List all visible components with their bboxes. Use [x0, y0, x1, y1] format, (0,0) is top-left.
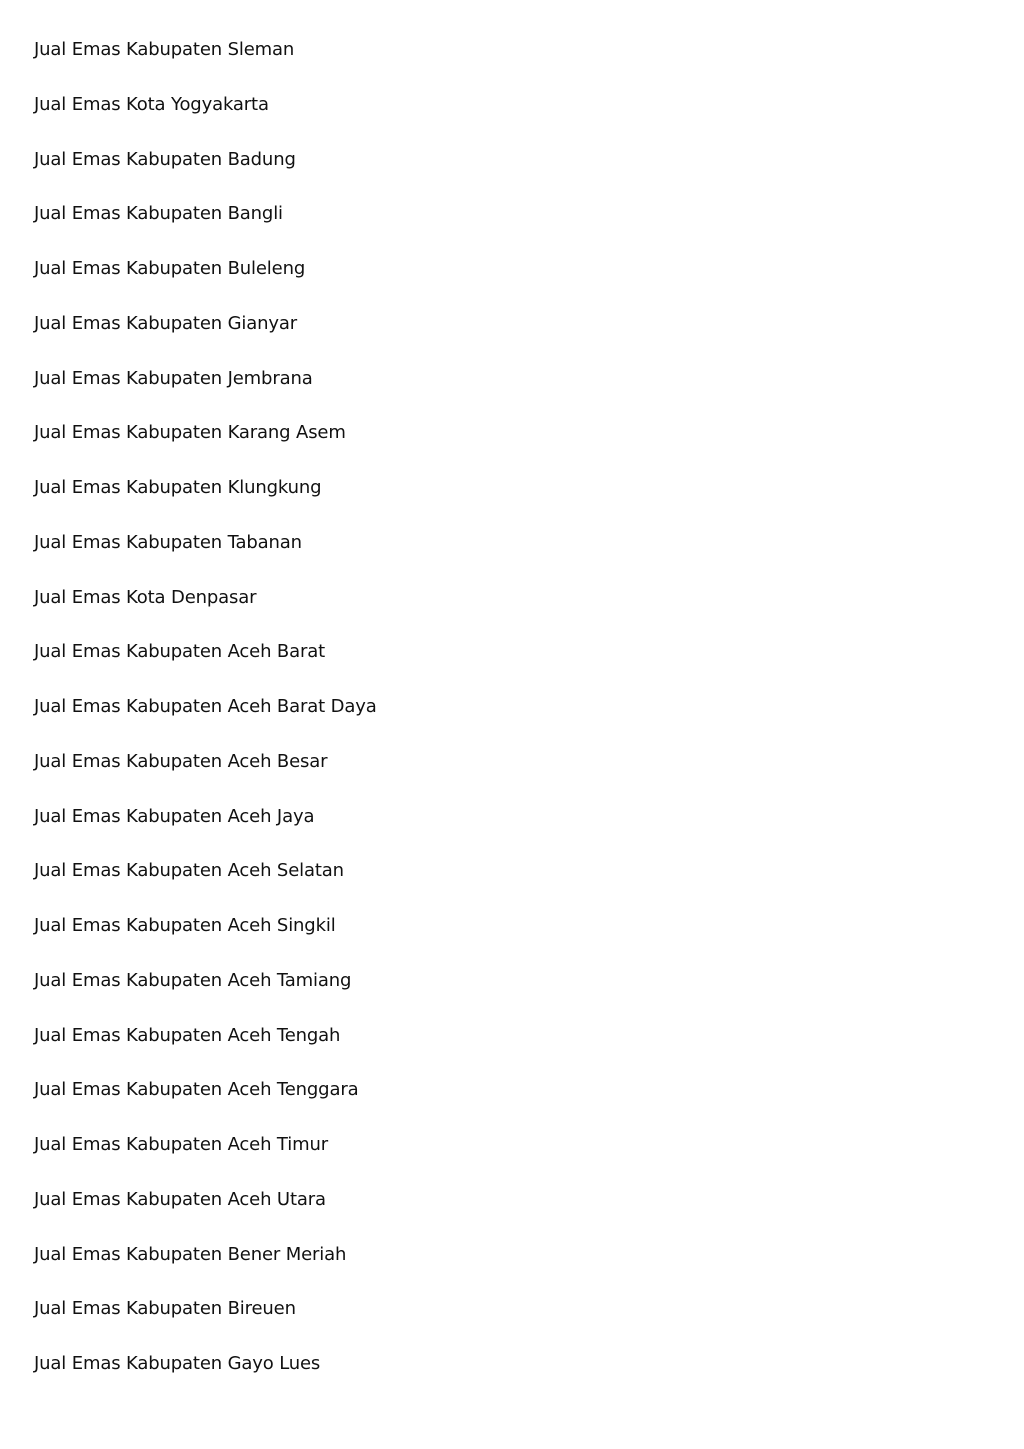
- list-item: Jual Emas Kabupaten Bireuen: [34, 1298, 296, 1320]
- list-item: Jual Emas Kota Yogyakarta: [34, 93, 269, 115]
- list-item: Jual Emas Kabupaten Gayo Lues: [34, 1353, 321, 1374]
- list-item: Jual Emas Kabupaten Buleleng: [34, 258, 306, 279]
- list-item: Jual Emas Kabupaten Aceh Tamiang: [34, 969, 352, 991]
- list-item: Jual Emas Kabupaten Badung: [34, 148, 296, 170]
- list-item: Jual Emas Kabupaten Aceh Utara: [34, 1188, 326, 1210]
- list-item: Jual Emas Kabupaten Bangli: [34, 203, 283, 225]
- list-item: Jual Emas Kabupaten Gianyar: [34, 312, 297, 334]
- list-item: Jual Emas Kabupaten Klungkung: [34, 477, 322, 498]
- list-item: Jual Emas Kabupaten Sleman: [34, 39, 295, 60]
- list-item: Jual Emas Kabupaten Aceh Barat: [34, 641, 326, 663]
- list-item: Jual Emas Kabupaten Aceh Barat Daya: [34, 696, 377, 717]
- list-item: Jual Emas Kabupaten Jembrana: [34, 367, 313, 389]
- list-item: Jual Emas Kabupaten Tabanan: [34, 531, 302, 553]
- list-item: Jual Emas Kabupaten Aceh Singkil: [34, 915, 336, 936]
- list-item: Jual Emas Kota Denpasar: [34, 586, 257, 608]
- list-item: Jual Emas Kabupaten Aceh Tenggara: [34, 1079, 359, 1101]
- list-item: Jual Emas Kabupaten Aceh Tengah: [34, 1024, 341, 1046]
- list-item: Jual Emas Kabupaten Aceh Jaya: [34, 805, 315, 827]
- list-item: Jual Emas Kabupaten Aceh Besar: [34, 750, 328, 772]
- list-item: Jual Emas Kabupaten Bener Meriah: [34, 1243, 347, 1265]
- list-item: Jual Emas Kabupaten Aceh Timur: [34, 1134, 328, 1155]
- location-list: [34, 36, 934, 1405]
- list-item: Jual Emas Kabupaten Aceh Selatan: [34, 860, 344, 882]
- list-item: Jual Emas Kabupaten Karang Asem: [34, 422, 346, 444]
